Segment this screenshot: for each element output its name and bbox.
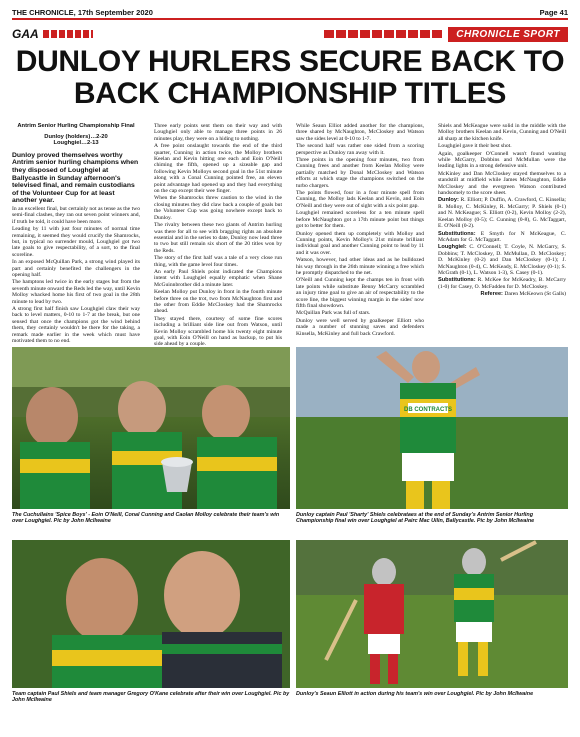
loughgiel-subs-label: Substitutions: bbox=[438, 277, 476, 284]
body-paragraph: A strong first half finish saw Loughgiel claw their way back to level matters, 0-10 to 1-7 at the break, but one sensed that once the champions got the wind behind them, they certainly wouldn't be there for the taking, a remark made earlier in the week which must have motivated them to no end. bbox=[12, 306, 140, 345]
body-paragraph: Loughgiel remained scoreless for a ten minute spell before McNaughton got a 17th minute point but things got to better for them. bbox=[296, 210, 424, 230]
body-paragraph: When the Shamrocks threw caution to the wind in the closing minutes they did claw back a couple of goals but the Volunteer Cup was going nowhere except back to Dunloy. bbox=[154, 195, 282, 221]
match-kicker: Antrim Senior Hurling Championship Final bbox=[17, 123, 135, 129]
lede-paragraph: Dunloy proved themselves worthy Antrim senior hurling champions when they disposed of Loughgiel at Ballycastle in Sunday afternoon's televised final, and remain custodians of the Volunteer Cup for at least another year. bbox=[12, 151, 139, 205]
score-dunloy: Dunloy (holders)…2-20 bbox=[44, 133, 108, 140]
body-paragraph: The points flowed, four in a four minute spell from Cunning, the Molloy lads Keelan and Kevin, and Eoin O'Neill and they were out of sight with a six point gap. bbox=[296, 190, 424, 209]
dunloy-subs: E Smyth for N McKeague, C. McAdam for G. McTaggart. bbox=[438, 230, 566, 243]
body-paragraph: Again, goalkeeper O'Connell wasn't found wanting while McGarry, Dobbins and McMullan were the leading lights in a strong defensive unit. bbox=[438, 150, 566, 170]
sport-section-label bbox=[324, 27, 568, 42]
chronicle-sport-badge bbox=[448, 27, 568, 42]
gaa-label: GAA bbox=[12, 27, 39, 41]
publication-date: THE CHRONICLE, 17th September 2020 bbox=[12, 7, 153, 17]
gaa-section-label bbox=[12, 27, 93, 41]
loughgiel-subs: R. McKee for McKeadry, B. McCarry (1-0) for Casey, O. McFadden for D. McCloskey. bbox=[438, 277, 566, 290]
body-paragraph: Shiels and McKeague were solid in the middle with the Molloy brothers Keelan and Kevin, Cunning and O'Neill all sharp at the kitchen knife. bbox=[438, 123, 566, 142]
body-paragraph: A free point onslaught towards the end of the third quarter, Cunning in action twice, the Molloy brothers Keelan and Kevin hitting one each and Eoin O'Neill chiming the fifth, opened up a sizeable gap and following Kevin Molloys second goal in the 51st minute along with a Conal Cunning pointed free, an eleven point advantage had opened up and they had everything on the cap except their wee finger. bbox=[154, 143, 282, 195]
page-number: Page 41 bbox=[539, 7, 568, 17]
photo-caption-2: Dunloy captain Paul 'Sharty' Shiels celebrataes at the end of Sunday's Antrim Senior Hurling Championship final win over Loughgiel at Pairc Mac Uilin, Ballycastle. Pic by John McIlwaine bbox=[296, 512, 535, 525]
celebration-illustration bbox=[12, 347, 290, 509]
captain-illustration bbox=[296, 347, 568, 509]
referee-name: Daren McKeown (St Galls) bbox=[504, 291, 566, 298]
body-paragraph: The second half was rather one sided from a scoring perspective as Dunloy ran away with it. bbox=[296, 143, 424, 156]
jersey-sponsor-text: DB CONTRACTS bbox=[404, 407, 452, 413]
action-illustration bbox=[296, 540, 568, 688]
body-paragraph: The rivalry between these two giants of Antrim hurling was there for all to see with bragging rights an absolute essential and in the series to date, Dunloy now lead three to two but still remain six short of the 20 titles won by the Reds. bbox=[154, 222, 282, 254]
photo-captain-manager bbox=[12, 540, 290, 688]
body-paragraph: Leading by 11 with just four minutes of normal time remaining, it seemed they would crucify the Shamrocks, but, in typical no surrender mould, Loughgiel got two late goals to give respectability, of a sort, to the final scoreline. bbox=[12, 226, 140, 258]
sport-label: SPORT bbox=[523, 28, 560, 40]
sport-stripes bbox=[324, 30, 444, 38]
photo-caption-3: Team captain Paul Shiels and team manager Gregory O'Kane celebrate after their win over Loughgiel. Pic by John McIlwaine bbox=[12, 691, 290, 704]
dunloy-substitutions bbox=[438, 231, 566, 244]
article-column-2 bbox=[154, 123, 282, 349]
body-paragraph: The hamptons led twice in the early stages but from the seventh minute onward the Reds led the way, until Kevin Molloy whacked home his first of two goal in the 28th minute to lead by two. bbox=[12, 279, 140, 305]
photo-caption-4: Dunloy's Seaun Elliott in action during his team's win over Loughgiel. Pic by John McIlwaine bbox=[296, 691, 534, 697]
loughgiel-substitutions bbox=[438, 277, 566, 290]
body-paragraph: Watson, however, had other ideas and as he bulldozed his way through in the 26th minute winning a free which he promptly dispatched to the net. bbox=[296, 257, 424, 276]
chronicle-label: CHRONICLE bbox=[456, 28, 521, 40]
dunloy-lineup bbox=[438, 197, 566, 229]
photo-spice-boys bbox=[12, 347, 290, 509]
article-column-1 bbox=[12, 123, 140, 345]
referee-line bbox=[438, 291, 566, 297]
body-paragraph: While Seaun Elliot added another for the champions, three shared by McNaughton, McCloskey and Watson saw the sides level at 0-10 to 1-7. bbox=[296, 123, 424, 142]
referee-label: Referee: bbox=[480, 291, 503, 298]
photo-caption-1: The Cuchullains 'Spice Boys' - Eoin O'Neill, Conal Cunning and Caolan Molloy celebrate their team's win over Loughgiel. Pic by John McIlwaine bbox=[12, 512, 280, 525]
photo-captain-shiels bbox=[296, 347, 568, 509]
headline: DUNLOY HURLERS SECURE BACK TO BACK CHAMPIONSHIP TITLES bbox=[15, 45, 565, 110]
body-paragraph: Three early points sent them on their way and with Loughgiel only able to manage three points in 26 minutes play, they were on a hiding to nothing. bbox=[154, 123, 282, 142]
body-paragraph: Keelan Molloy put Dunloy in front in the fourth minute before three on the trot, two from McNaughton first and the other from Eddie McCloskey had the Shamrocks ahead. bbox=[154, 289, 282, 315]
dunloy-subs-label: Substitutions: bbox=[438, 230, 476, 237]
photo-elliott-action bbox=[296, 540, 568, 688]
loughgiel-lineup bbox=[438, 244, 566, 276]
body-paragraph: McKinley and Dan McCloskey stayed themselves to a standstill at midfield while James McNaughton, Eddie McCloskey and the evergreen Watson contributed handsomely to the score sheet. bbox=[438, 170, 566, 197]
dunloy-team: R. Elliott; P. Duffin, A. Crawford, C. Kinsella; R. Molloy, C. McKinley, R. McGarry; P. Shiels (0-1) and N. McKeague; S. Elliott (0-2), Kevin Molloy (2-2), Keelan Molloy (0-5); C. Cunning (0-8), G. McTaggart, E. O'Neill (0-2). bbox=[438, 197, 566, 230]
body-paragraph: Loughgiel gave it their best shot. bbox=[438, 143, 512, 150]
body-paragraph: Dunloy were well served by goalkeeper Elliott who made a number of stunning saves and defenders Kinsella, McKinley and full back Crawford. bbox=[296, 317, 424, 337]
body-paragraph: In an excellent final, but certainly not as tense as the two semi-final clashes, they ran out seven point winners and, if truth be told, it could have been more. bbox=[12, 205, 140, 225]
body-paragraph: O'Neill and Cunning kept the champs ten in front with late points while substitute Benny McCarry scrambled an injury time goal to give an air of respectability to the score line, the biggest winning margin in the sides' now fifth final showdown. bbox=[296, 277, 424, 309]
article-column-3 bbox=[296, 123, 424, 338]
body-paragraph: In an exposed McQuillan Park, a strong wind played its part and certainly benefited the challengers in the opening half. bbox=[12, 259, 140, 278]
hug-illustration bbox=[12, 540, 290, 688]
loughgiel-team: C. O'Connell; T. Coyle, N. McGarry, S. Dobbins; T. McCloskey, D. McMullan, D. McCloskey; D. McKinley (0-2) and Dan McCloskey (0-1); J. McNaughton (0-4), C. McKeady, E. McCloskey (0-1); S. McGrath (0-1), L. Watson 1-3), S. Casey (0-1). bbox=[438, 244, 566, 276]
body-paragraph: They stayed there, courtesy of some fine scores including a brilliant side line out from Watson, until Kevin Molloy scrambled home his twenty eight minute goal, with Eoin O'Neill on hand as backup, to put his side ahead by a couple. bbox=[154, 315, 282, 348]
score-loughgiel: Loughgiel…2-13 bbox=[53, 140, 99, 147]
page-header bbox=[12, 6, 568, 20]
body-paragraph: Three points in the opening four minutes, two from Cunning frees and another from Keelan Molloy were partially matched by Donal McCloskey and Watson efforts at which stage the champions switched on the turbo chargers. bbox=[296, 157, 424, 189]
section-banner bbox=[12, 26, 568, 42]
body-paragraph: McQuillan Park was full of stars. bbox=[296, 310, 371, 317]
body-paragraph: The story of the first half was a tale of a very close run thing, with the game level four times. bbox=[154, 255, 282, 268]
dunloy-label: Dunloy: bbox=[438, 197, 459, 204]
body-paragraph: Dunloy opened them up completely with Molloy and Cunning points, Kevin Molloy's 21st minute brilliant individual goal and another Cunning point to lead by 11 and it was over. bbox=[296, 230, 424, 256]
body-paragraph: An early Paul Shiels point indicated the Champions intent with Loughgiel equally emphatic when Shane McGuinnbrother did a minute later. bbox=[154, 268, 282, 288]
scoreline bbox=[12, 134, 140, 147]
loughgiel-label: Loughgiel: bbox=[438, 244, 467, 251]
article-column-4 bbox=[438, 123, 566, 299]
gaa-stripes bbox=[43, 30, 93, 38]
